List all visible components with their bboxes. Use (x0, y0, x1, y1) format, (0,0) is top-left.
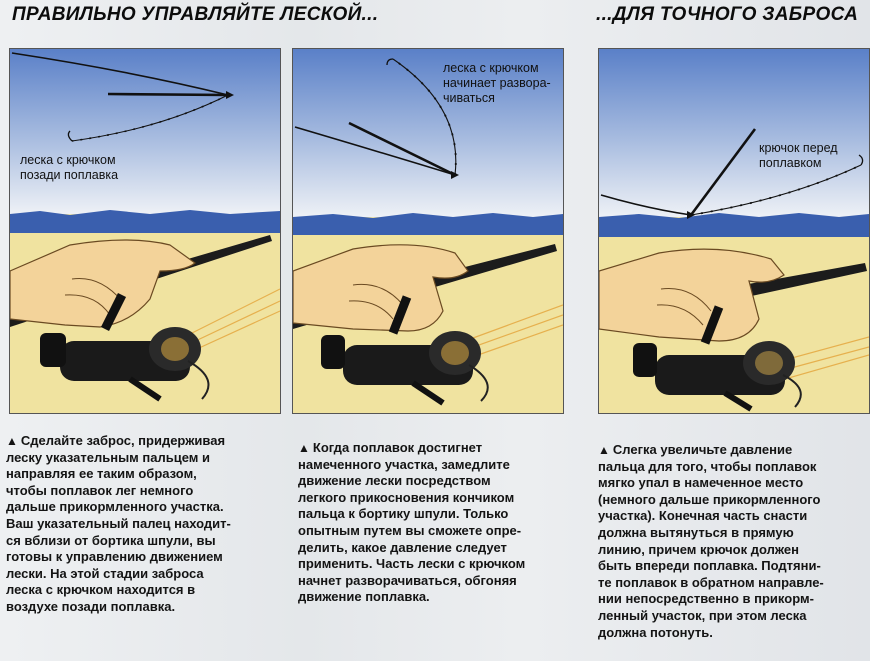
panel-1-label-line-2: позади поплавка (20, 168, 119, 182)
illustration-panel-1 (9, 48, 281, 414)
caption-line: мягко упал в намеченное место (598, 475, 804, 491)
caption-line: Ваш указательный палец находит- (6, 515, 231, 531)
caption-line: ▲ Слегка увеличьте давление (598, 442, 793, 457)
panel-2-label-line-3: чиваться (443, 91, 495, 105)
panel-1-label-line-1: леска с крючком (20, 153, 116, 167)
caption-line: леску указательным пальцем и (6, 449, 211, 465)
caption-line: легкого прикосновения кончиком (298, 489, 515, 505)
caption-line: ся вблизи от бортика шпули, вы (6, 532, 216, 548)
caption-line: пальца к бортику шпули. Только (298, 506, 509, 522)
caption-line: те поплавок в обратном направле- (598, 574, 824, 590)
caption-line: должна вытянуться в прямую (598, 524, 794, 540)
caption-step-1 (6, 433, 281, 616)
caption-step-2 (298, 440, 573, 606)
panel-1-label (20, 153, 118, 183)
caption-line: должна потонуть. (598, 624, 713, 640)
caption-line: движение лески посредством (298, 473, 491, 489)
triangle-marker-icon: ▲ (598, 443, 610, 457)
caption-line: нии непосредственно в прикорм- (598, 591, 814, 607)
panel-3-label-line-1: крючок перед (759, 141, 838, 155)
panel-2-label (443, 61, 551, 106)
caption-line: дальше прикормленного участка. (6, 499, 224, 515)
caption-line: направляя ее таким образом, (6, 466, 197, 482)
caption-line: готовы к управлению движением (6, 549, 223, 565)
panel-2-label-line-2: начинает развора- (443, 76, 551, 90)
caption-line: опытным путем вы сможете опре- (298, 522, 522, 538)
caption-step-3 (598, 442, 866, 641)
caption-line: применить. Часть лески с крючком (298, 556, 526, 572)
caption-line: ленный участок, при этом леска (598, 607, 807, 623)
panel-3-label (759, 141, 838, 171)
triangle-marker-icon: ▲ (298, 441, 310, 455)
panel-3-label-line-2: поплавком (759, 156, 822, 170)
caption-line: пальца для того, чтобы поплавок (598, 458, 817, 474)
heading-right: ...ДЛЯ ТОЧНОГО ЗАБРОСА (596, 4, 859, 25)
float (108, 94, 228, 95)
caption-line: начнет разворачиваться, обгоняя (298, 572, 517, 588)
caption-line: ▲ Сделайте заброс, придерживая (6, 433, 226, 448)
caption-line: (немного дальше прикормленного (598, 491, 821, 507)
cast-illustration-1 (10, 49, 280, 413)
caption-line: участка). Конечная часть снасти (598, 508, 808, 524)
caption-line: линию, причем крючок должен (598, 541, 799, 557)
illustration-panel-2 (292, 48, 564, 414)
illustration-panel-3 (598, 48, 870, 414)
caption-line: лески. На этой стадии заброса (6, 565, 204, 581)
caption-line: леска с крючком находится в (6, 582, 196, 598)
caption-line: движение поплавка. (298, 589, 430, 605)
caption-line: быть впереди поплавка. Подтяни- (598, 558, 821, 574)
cast-illustration-3 (599, 49, 869, 413)
caption-line: чтобы поплавок лег немного (6, 482, 194, 498)
caption-line: ▲ Когда поплавок достигнет (298, 440, 483, 455)
panel-2-label-line-1: леска с крючком (443, 61, 539, 75)
caption-line: делить, какое давление следует (298, 539, 507, 555)
heading-left: ПРАВИЛЬНО УПРАВЛЯЙТЕ ЛЕСКОЙ... (12, 4, 379, 25)
caption-line: намеченного участка, замедлите (298, 456, 510, 472)
triangle-marker-icon: ▲ (6, 434, 18, 448)
caption-line: воздухе позади поплавка. (6, 598, 176, 614)
